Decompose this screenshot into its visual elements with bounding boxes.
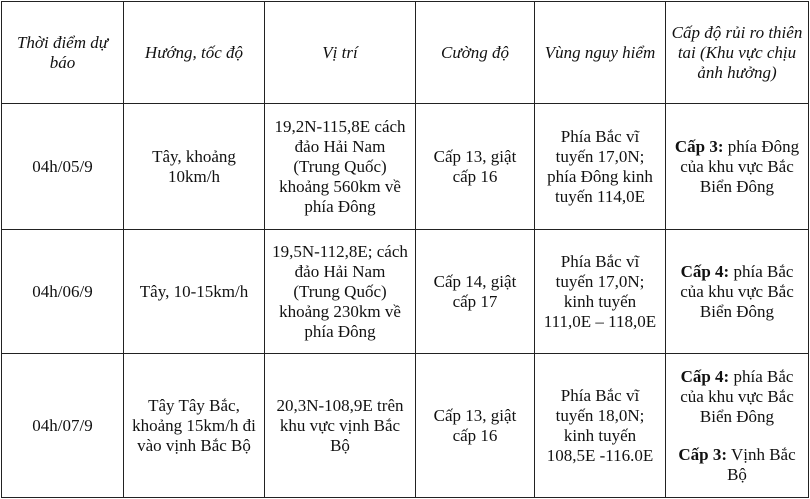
header-risk-level: Cấp độ rủi ro thiên tai (Khu vực chịu ảnh hưởng) [666, 2, 809, 104]
header-direction-speed: Hướng, tốc độ [124, 2, 265, 104]
cell-time: 04h/06/9 [2, 230, 124, 354]
header-forecast-time: Thời điểm dự báo [2, 2, 124, 104]
cell-danger-zone: Phía Bắc vĩ tuyến 17,0N; phía Đông kinh tuyến 114,0E [535, 104, 666, 230]
table-row [2, 230, 809, 354]
cell-direction: Tây Tây Bắc, khoảng 15km/h đi vào vịnh Bắc Bộ [124, 354, 265, 498]
risk-level: Cấp 4: [680, 366, 730, 386]
cell-position: 20,3N-108,9E trên khu vực vịnh Bắc Bộ [265, 354, 416, 498]
risk-entry [671, 262, 803, 322]
risk-level: Cấp 3: [674, 136, 724, 156]
risk-area: Vịnh Bắc Bộ [727, 444, 796, 484]
table-row [2, 354, 809, 498]
cell-danger-zone: Phía Bắc vĩ tuyến 17,0N; kinh tuyến 111,0E – 118,0E [535, 230, 666, 354]
header-row [2, 2, 809, 104]
header-intensity: Cường độ [416, 2, 535, 104]
cell-risk [666, 104, 809, 230]
risk-level: Cấp 4: [680, 261, 730, 281]
cell-direction: Tây, khoảng 10km/h [124, 104, 265, 230]
header-position: Vị trí [265, 2, 416, 104]
cell-intensity: Cấp 14, giật cấp 17 [416, 230, 535, 354]
risk-entry [671, 367, 803, 427]
table-row [2, 104, 809, 230]
risk-entry [671, 137, 803, 197]
storm-forecast-table [1, 1, 809, 498]
risk-level: Cấp 3: [678, 444, 728, 464]
cell-risk [666, 354, 809, 498]
cell-intensity: Cấp 13, giật cấp 16 [416, 354, 535, 498]
risk-area: phía Đông của khu vực Bắc Biển Đông [680, 136, 800, 196]
cell-direction: Tây, 10-15km/h [124, 230, 265, 354]
cell-risk [666, 230, 809, 354]
cell-position: 19,5N-112,8E; cách đảo Hải Nam (Trung Quốc) khoảng 230km về phía Đông [265, 230, 416, 354]
cell-time: 04h/05/9 [2, 104, 124, 230]
cell-intensity: Cấp 13, giật cấp 16 [416, 104, 535, 230]
cell-position: 19,2N-115,8E cách đảo Hải Nam (Trung Quốc) khoảng 560km về phía Đông [265, 104, 416, 230]
risk-entry [671, 445, 803, 485]
cell-danger-zone: Phía Bắc vĩ tuyến 18,0N; kinh tuyến 108,5E -116.0E [535, 354, 666, 498]
risk-area: phía Bắc của khu vực Bắc Biển Đông [680, 261, 794, 321]
risk-area: phía Bắc của khu vực Bắc Biển Đông [680, 366, 794, 426]
cell-time: 04h/07/9 [2, 354, 124, 498]
header-danger-zone: Vùng nguy hiểm [535, 2, 666, 104]
